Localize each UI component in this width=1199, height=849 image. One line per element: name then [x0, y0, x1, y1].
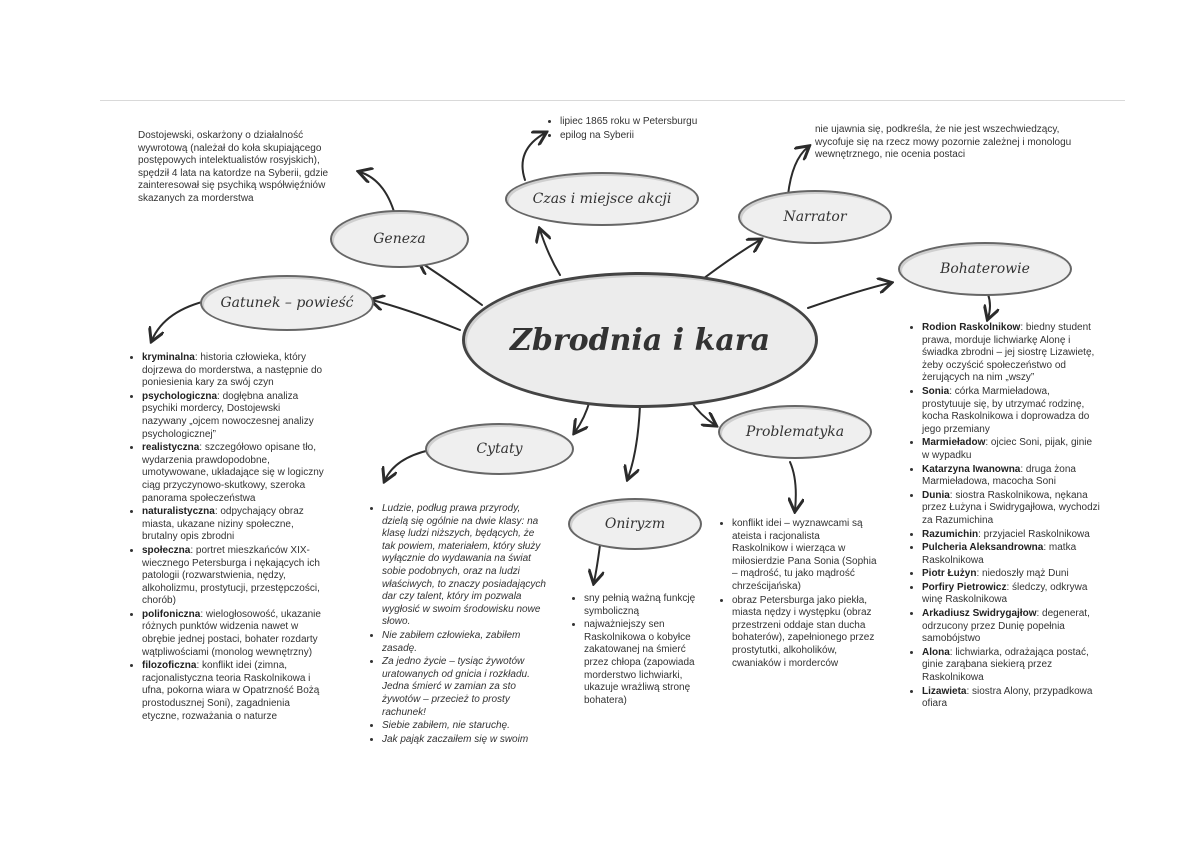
arrow-narrator-text	[788, 147, 808, 195]
bohaterowie-list-item-desc: : matka Raskolnikowa	[922, 542, 1077, 566]
gatunek-list-item-term: społeczna	[142, 544, 191, 556]
cytaty-list-item: • Siebie zabiłem, nie staruchę.	[382, 720, 548, 733]
gatunek-list-item-desc: : historia człowieka, który dojrzewa do morderstwa, a następnie do poniesienia kary za swój czyn	[142, 352, 323, 389]
bohaterowie-list-item-desc: : córka Marmieładowa, prostytuuje się, by utrzymać rodzinę, kocha Raskolnikowa i doprowadza do jego przemiany	[922, 385, 1090, 435]
bohaterowie-list-item	[922, 647, 1100, 685]
arrow-center-bohaterowie	[808, 283, 890, 308]
node-cytaty: Cytaty	[425, 423, 574, 475]
center-node	[462, 272, 818, 408]
node-narrator: Narrator	[738, 190, 892, 244]
bohaterowie-list-item-desc: : druga żona Marmieładowa, macocha Soni	[922, 463, 1076, 488]
bohaterowie-list-item-desc: : niedoszły mąż Duni	[976, 568, 1069, 580]
cytaty-list-item: • Ludzie, podług prawa przyrody, dzielą się ogólnie na dwie klasy: na klasę ludzi niższych, będących, że tak powiem, materiałem, który służy wyłącznie do wydawania na świat sobie podobnych, oraz na ludzi właściwych, to znaczy posiadających dar czy talent, który im pozwala wygłosić w swoim środowisku nowe słowo.	[382, 503, 548, 629]
gatunek-list-item-term: polifoniczna	[142, 608, 201, 620]
geneza-text: Dostojewski, oskarżony o działalność wywrotową (należał do koła skupiającego postępowych intelektualistów rosyjskich), spędził 4 lata na katordze na Syberii, gdzie zainteresował się psychiką współwięźniów skazanych za morderstwa	[138, 130, 329, 204]
bohaterowie-list-item	[922, 542, 1100, 567]
bohaterowie-list-item	[922, 568, 1100, 581]
gatunek-list-item-term: psychologiczna	[142, 390, 218, 402]
cytaty-list	[370, 503, 548, 753]
oniryzm-list-item: • najważniejszy sen Raskolnikowa o kobyłce zakatowanej na śmierć przez chłopa (zapowiada morderstwo lichwiarki, ukazuje wrażliwą stronę bohatera)	[584, 619, 697, 707]
bohaterowie-list-item	[922, 686, 1100, 711]
cytaty-list-item: • Nie zabiłem człowieka, zabiłem zasadę.	[382, 630, 548, 655]
bohaterowie-list-item-term: Rodion Raskolnikow	[922, 322, 1021, 333]
arrow-oniryzm-text	[594, 545, 600, 582]
bohaterowie-list-item-term: Marmieładow	[922, 437, 986, 449]
arrow-czas-text	[523, 133, 546, 180]
gatunek-list	[130, 352, 326, 749]
bohaterowie-list-item	[922, 464, 1100, 489]
gatunek-list-item-desc: : konflikt idei (zimna, racjonalistyczna teoria Raskolnikowa i ufna, pokorna wiara w Opatrzność Bożą prostodusznej Soni), zagadnienia etyczne, rozważania o naturze	[142, 660, 320, 722]
gatunek-list-item-desc: : portret mieszkańców XIX-wiecznego Petersburga i nękających ich patologii (rozwarstwienia, nędzy, alkoholizmu, prostytucji, przestępczości, chorób)	[142, 544, 320, 607]
bohaterowie-list-item-desc: : ojciec Soni, pijak, ginie w wypadku	[922, 437, 1093, 461]
gatunek-list-item	[142, 660, 326, 723]
node-geneza: Geneza	[330, 210, 469, 268]
arrow-center-oniryzm	[628, 405, 640, 478]
bohaterowie-list-item-desc: : degenerat, odrzucony przez Dunię popełnia samobójstwo	[922, 608, 1090, 645]
problematyka-list-item: • obraz Petersburga jako piekła, miasta nędzy i występku (obraz przestrzeni oddaje stan ducha bohaterów), zapełnionego przez prostytutki, alkoholików, cwaniaków i morderców	[732, 595, 878, 671]
bohaterowie-list-item-desc: : biedny student prawa, morduje lichwiarkę Alonę i świadka zbrodni – jej siostrę Lizawietę, żeby oczyścić społeczeństwo od żerujących na nim „wszy”	[922, 322, 1095, 384]
bohaterowie-list-item-desc: : śledczy, odkrywa winę Raskolnikowa	[922, 581, 1088, 606]
czas-list-item: • lipiec 1865 roku w Petersburgu	[560, 116, 748, 129]
gatunek-list-item	[142, 352, 326, 390]
bohaterowie-list-item	[922, 386, 1100, 436]
node-bohaterowie: Bohaterowie	[898, 242, 1072, 296]
node-czas: Czas i miejsce akcji	[505, 172, 699, 226]
czas-list	[548, 116, 748, 143]
gatunek-list-item-term: kryminalna	[142, 352, 195, 363]
gatunek-list-item	[142, 506, 326, 544]
narrator-text: nie ujawnia się, podkreśla, że nie jest wszechwiedzący, wycofuje się na rzecz mowy pozornie zależnej i monologu wewnętrznego, nie ocenia postaci	[815, 124, 1072, 161]
node-oniryzm: Oniryzm	[568, 498, 702, 550]
oniryzm-list-item: • sny pełnią ważną funkcję symboliczną	[584, 593, 697, 618]
bohaterowie-list-item-term: Sonia	[922, 385, 950, 397]
gatunek-list-item-term: realistyczna	[142, 442, 200, 454]
bohaterowie-list-item	[922, 582, 1100, 607]
bohaterowie-list-item-term: Porfiry Pietrowicz	[922, 581, 1007, 593]
gatunek-list-item-term: filozoficzna	[142, 660, 197, 672]
arrow-problematyka-text	[790, 462, 796, 510]
gatunek-list-item-desc: : odpychający obraz miasta, ukazane niziny społeczne, brutalny opis zbrodni	[142, 506, 304, 543]
cytaty-list-item: • Za jedno życie – tysiąc żywotów uratowanych od gnicia i rozkładu. Jedna śmierć w zamian za sto żywotów – przecież to prosty rachunek!	[382, 656, 548, 719]
bohaterowie-list-item-term: Lizawieta	[922, 685, 967, 697]
bohaterowie-list-item	[922, 490, 1100, 528]
oniryzm-list	[572, 593, 697, 708]
bohaterowie-list-item-term: Dunia	[922, 489, 950, 501]
gatunek-list-item-term: naturalistyczna	[142, 506, 215, 518]
gatunek-list-item-desc: : dogłębna analiza psychiki mordercy, Dostojewski nazywany „ojcem nowoczesnej analizy psychologicznej”	[142, 390, 314, 440]
bohaterowie-list-item-desc: : lichwiarka, odrażająca postać, ginie zarąbana siekierą przez Raskolnikowa	[922, 646, 1089, 684]
czas-list-item: • epilog na Syberii	[560, 130, 748, 143]
bohaterowie-list-item	[922, 322, 1100, 385]
bohaterowie-list-item	[922, 437, 1100, 462]
gatunek-list-item	[142, 442, 326, 505]
arrow-cytaty-text	[385, 450, 430, 480]
center-title: Zbrodnia i kara	[509, 322, 771, 358]
arrow-center-czas	[540, 230, 560, 275]
arrow-center-geneza	[420, 262, 482, 305]
gatunek-list-item-desc: : wielogłosowość, ukazanie różnych punktów widzenia nawet w obrębie jednej postaci, bohater rozdarty wątpliwościami (monolog wewnętrzny)	[142, 608, 321, 658]
gatunek-list-item	[142, 609, 326, 659]
cytaty-list-item: • Jak pająk zaczaiłem się w swoim	[382, 734, 548, 747]
bohaterowie-list-item-desc: : siostra Raskolnikowa, nękana przez Łużyna i Swidrygajłowa, wychodzi za Razumichina	[922, 489, 1100, 526]
bohaterowie-list-item-term: Pulcheria Aleksandrowna	[922, 542, 1044, 554]
gatunek-list-item	[142, 545, 326, 608]
bohaterowie-list-item-desc: : przyjaciel Raskolnikowa	[978, 528, 1090, 540]
bohaterowie-list-item-desc: : siostra Alony, przypadkowa ofiara	[922, 685, 1093, 710]
node-problematyka: Problematyka	[718, 405, 872, 459]
gatunek-list-item-desc: : szczegółowo opisane tło, wydarzenia prawdopodobne, umotywowane, układające się w logiczny ciąg przyczynowo-skutkowy, szeroka panorama społeczeństwa	[142, 442, 324, 504]
node-gatunek: Gatunek – powieść	[200, 275, 374, 331]
bohaterowie-list-item-term: Piotr Łużyn	[922, 568, 977, 580]
bohaterowie-list-item	[922, 529, 1100, 542]
bohaterowie-list-item-term: Arkadiusz Swidrygajłow	[922, 608, 1037, 620]
bohaterowie-list-item-term: Alona	[922, 646, 950, 658]
bohaterowie-list	[910, 322, 1100, 752]
bohaterowie-list-item	[922, 608, 1100, 646]
gatunek-list-item	[142, 391, 326, 441]
bohaterowie-list-item-term: Katarzyna Iwanowna	[922, 463, 1021, 475]
arrow-bohaterowie-text	[988, 294, 990, 318]
arrow-geneza-text	[360, 172, 395, 215]
bohaterowie-list-item-term: Razumichin	[922, 528, 979, 540]
arrow-center-gatunek	[372, 300, 460, 330]
problematyka-list	[720, 518, 878, 671]
problematyka-list-item: • konflikt idei – wyznawcami są ateista i racjonalista Raskolnikow i wierząca w miłosierdzie Pana Sonia (Sophia – mądrość, tu jako mądrość chrześcijańska)	[732, 518, 878, 594]
